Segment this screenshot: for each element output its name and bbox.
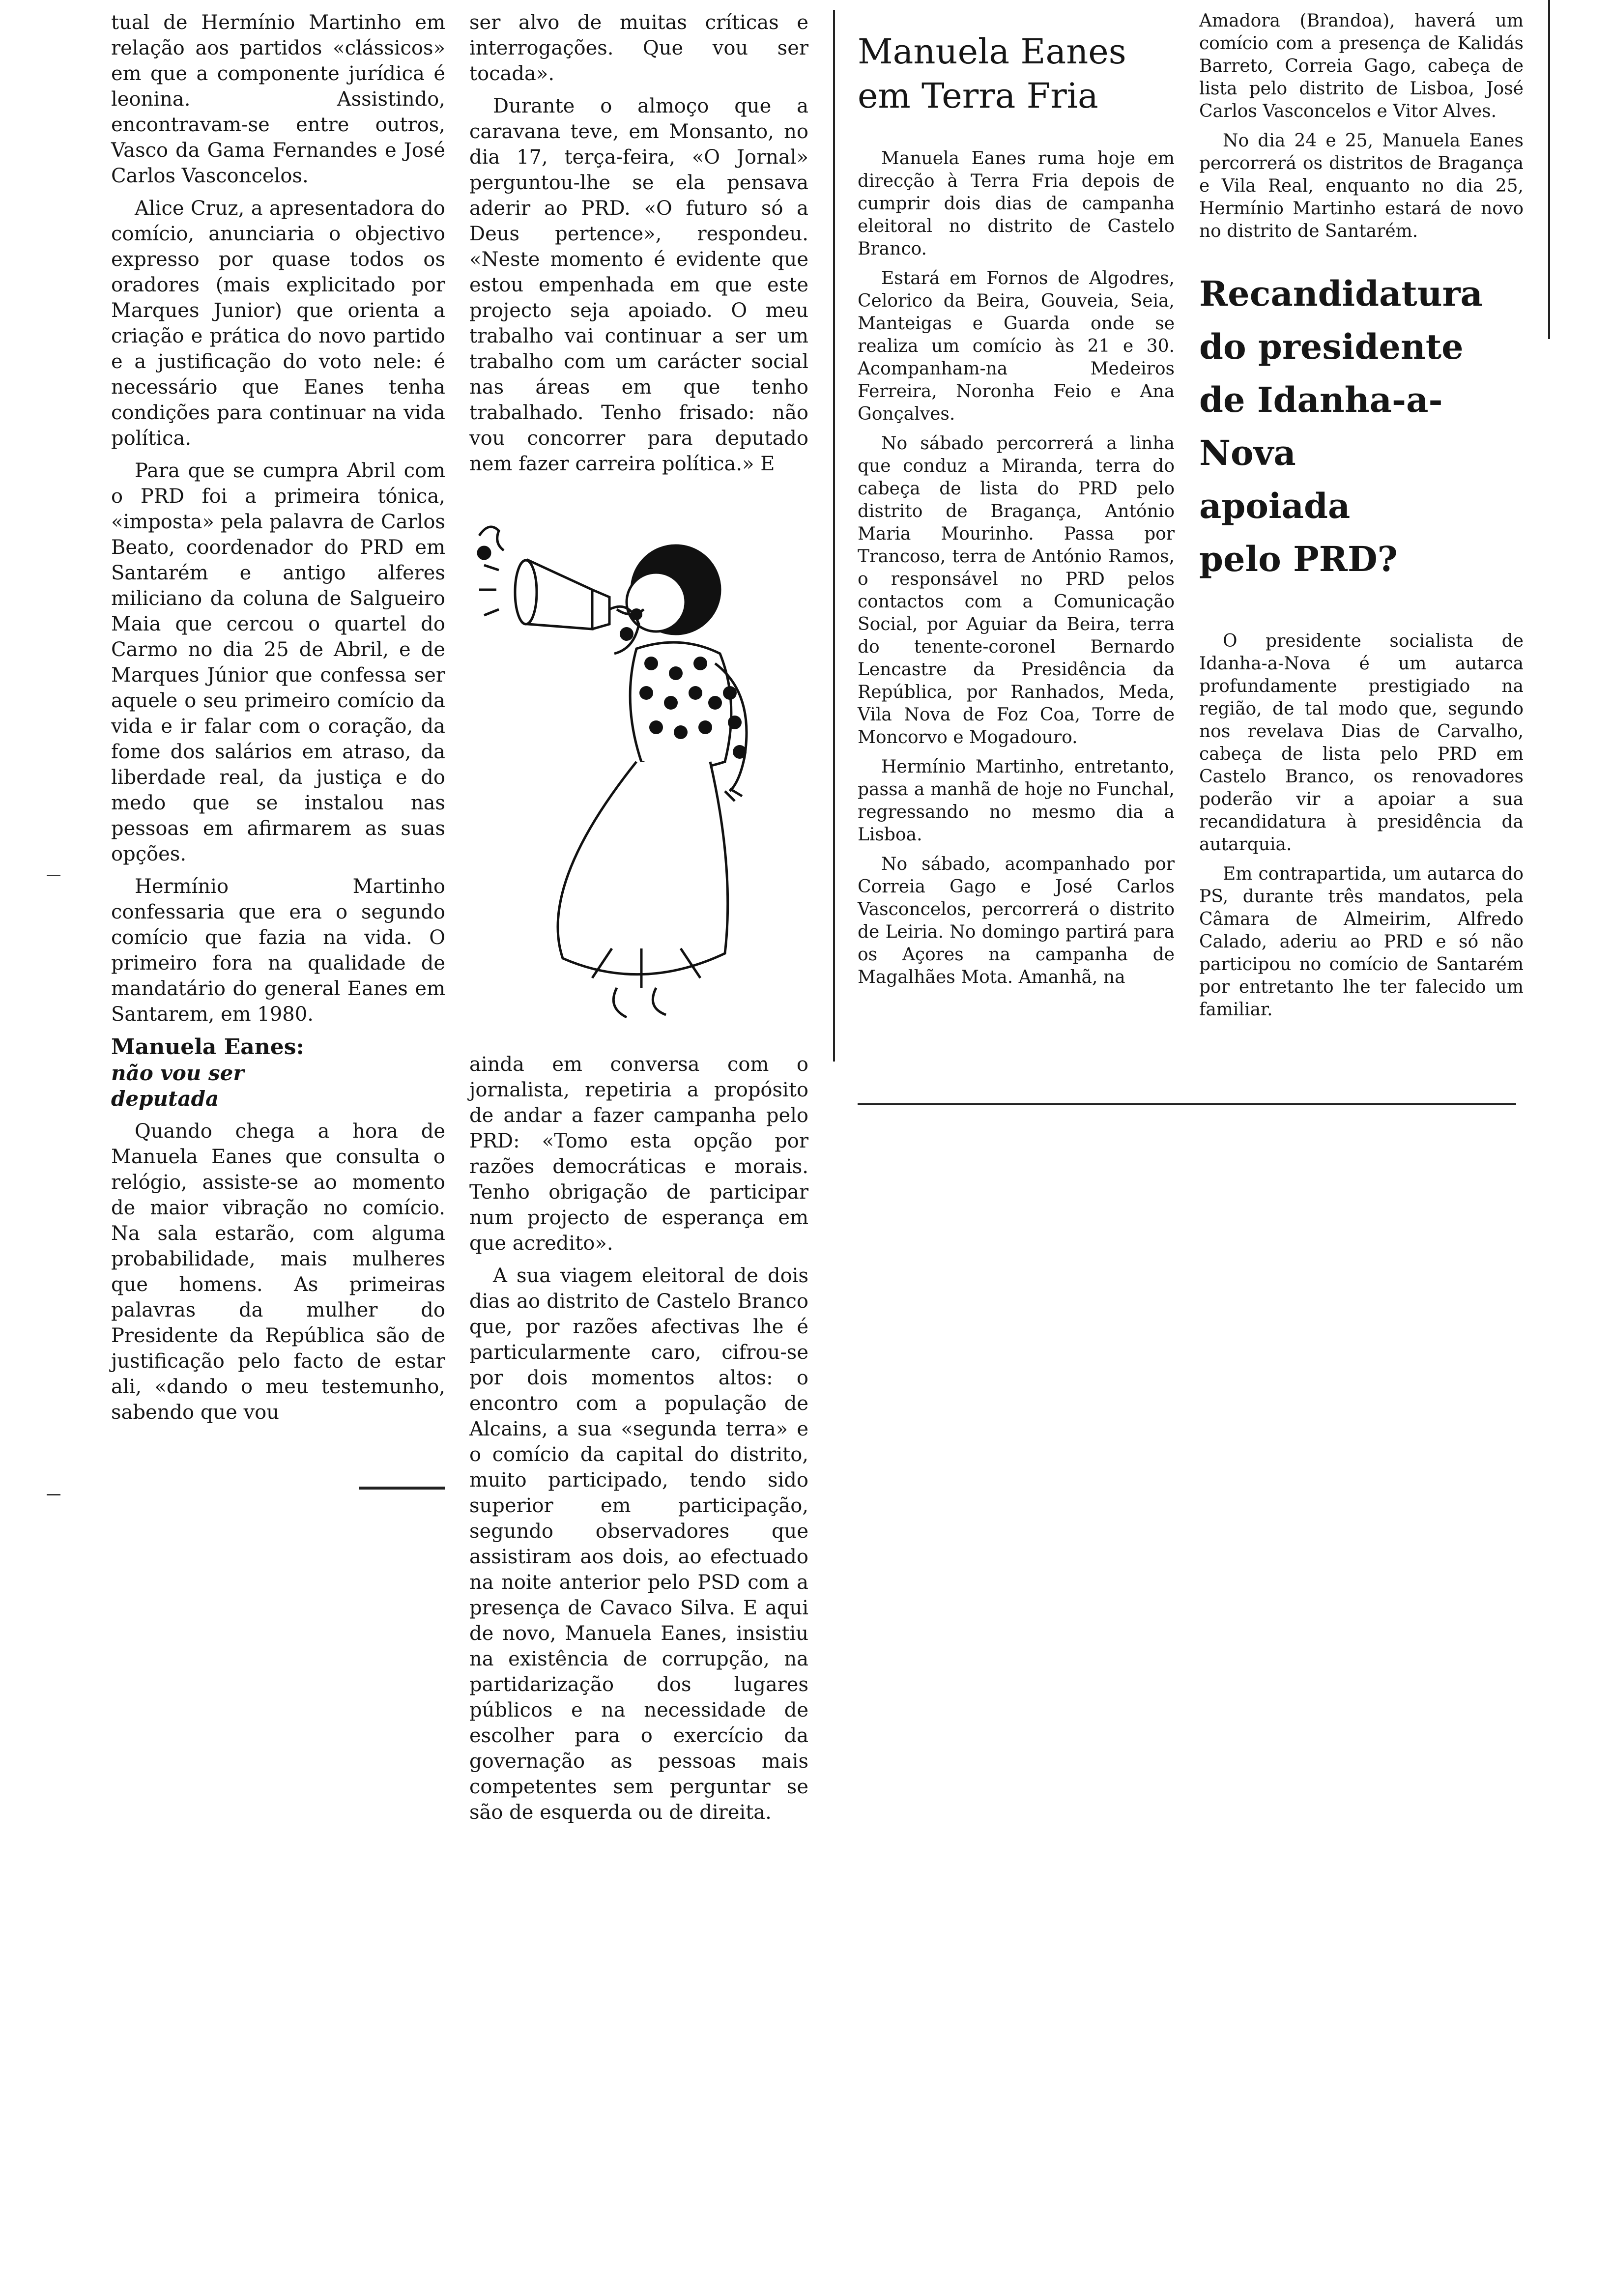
headline-line: de Idanha-a-Nova	[1199, 379, 1443, 473]
headline-line: do presidente	[1199, 326, 1464, 367]
paragraph: tual de Hermínio Martinho em relação aos partidos «clássicos» em que a componente jurídica é leonina. Assistindo, encontravam-se entre outros, Vasco da Gama Fernandes e José Carlos Vasconcelos.	[111, 11, 445, 187]
column-rule	[833, 10, 835, 1062]
margin-tick	[47, 1494, 60, 1495]
subheading: Manuela Eanes:	[111, 1034, 304, 1060]
headline-line: pelo PRD?	[1199, 539, 1398, 579]
subheading: deputada	[111, 1087, 219, 1111]
end-rule	[359, 1487, 445, 1490]
article-column-2	[469, 10, 808, 484]
paragraph: Amadora (Brandoa), haverá um comício com a presença de Kalidás Barreto, Correia Gago, cabeça de lista pelo distrito de Lisboa, José Carlos Vasconcelos e Vitor Alves.	[1199, 11, 1524, 121]
paragraph: ainda em conversa com o jornalista, repetiria a propósito de andar a fazer campanha pelo PRD: «Tomo esta opção por razões democráticas e morais. Tenho obrigação de participar num projecto de esperança em que acredito».	[469, 1053, 808, 1255]
headline-line: Recandidatura	[1199, 273, 1483, 314]
paragraph: Para que se cumpra Abril com o PRD foi a primeira tónica, «imposta» pela palavra de Carlos Beato, coordenador do PRD em Santarém e antigo alferes miliciano da coluna de Salgueiro Maia que cercou o quartel do Carmo no dia 25 de Abril, e de Marques Júnior que confessa ser aquele o seu primeiro comício da vida e ir falar com o coração, da fome dos salários em atraso, da liberdade real, da justiça e do medo que se instalou nas pessoas em afirmarem as suas opções.	[111, 459, 445, 865]
paragraph: Hermínio Martinho, entretanto, passa a manhã de hoje no Funchal, regressando no mesmo dia a Lisboa.	[858, 757, 1175, 845]
subheading: não vou ser	[111, 1061, 244, 1085]
paragraph: Estará em Fornos de Algodres, Celorico da Beira, Gouveia, Seia, Manteigas e Guarda onde se realiza um comício às 21 e 30. Acompanham-na Medeiros Ferreira, Noronha Feio e Ana Gonçalves.	[858, 268, 1175, 424]
woman-with-megaphone-illustration	[469, 516, 823, 1027]
headline	[858, 29, 1175, 118]
paragraph: Hermínio Martinho confessaria que era o segundo comício que fazia na vida. O primeiro fora na qualidade de mandatário do general Eanes em Santarem, em 1980.	[111, 875, 445, 1026]
paragraph: Alice Cruz, a apresentadora do comício, anunciaria o objectivo expresso por quase todos os oradores (mais explicitado por Marques Junior) que orienta a criação e prática do novo partido e a justificação do voto nele: é necessário que Eanes tenha condições para continuar na vida política.	[111, 197, 445, 450]
paragraph: No dia 24 e 25, Manuela Eanes percorrerá os distritos de Bragança e Vila Real, enquanto no dia 25, Hermínio Martinho estará de novo no distrito de Santarém.	[1199, 131, 1524, 241]
article-column-3	[858, 10, 1175, 996]
article-column-2-continued	[469, 1052, 808, 1832]
paragraph: O presidente socialista de Idanha-a-Nova é um autarca profundamente prestigiado na região, de tal modo que, segundo nos revelava Dias de Carvalho, cabeça de lista pelo PRD em Castelo Branco, os renovadores poderão vir a apoiar a sua recandidatura à presidência da autarquia.	[1199, 631, 1524, 855]
paragraph: Quando chega a hora de Manuela Eanes que consulta o relógio, assiste-se ao momento de maior vibração no comício. Na sala estarão, com alguma probabilidade, mais mulheres que homens. As primeiras palavras da mulher do Presidente da República são de justificação pelo facto de estar ali, «dando o meu testemunho, sabendo que vou	[111, 1120, 445, 1424]
article-column-4	[1199, 10, 1524, 1028]
paragraph: A sua viagem eleitoral de dois dias ao distrito de Castelo Branco que, por razões afectivas lhe é particularmente caro, cifrou-se por dois momentos altos: o encontro com a população de Alcains, a sua «segunda terra» e o comício da capital do distrito, muito participado, tendo sido superior em participação, segundo observadores que assistiram aos dois, ao efectuado na noite anterior pelo PSD com a presença de Cavaco Silva. E aqui de novo, Manuela Eanes, insistiu na existência de corrupção, na partidarização dos lugares públicos e na necessidade de escolher para o exercício da governação as pessoas mais competentes sem perguntar se são de esquerda ou de direita.	[469, 1264, 808, 1824]
headline	[1199, 267, 1524, 586]
column-rule	[1548, 0, 1550, 339]
headline-line: apoiada	[1199, 486, 1351, 526]
headline-line: Manuela Eanes	[858, 31, 1126, 72]
paragraph: No sábado percorrerá a linha que conduz a Miranda, terra do cabeça de lista do PRD pelo distrito de Bragança, António Maria Mourinho. Passa por Trancoso, terra de António Ramos, o responsável no PRD pelos contactos com a Comunicação Social, por Aguiar da Beira, terra do tenente-coronel Bernardo Lencastre da Presidência da República, por Ranhados, Meda, Vila Nova de Foz Coa, Torre de Moncorvo e Mogadouro.	[858, 433, 1175, 747]
paragraph: Em contrapartida, um autarca do PS, durante três mandatos, pela Câmara de Almeirim, Alfredo Calado, aderiu ao PRD e só não participou no comício de Santarém por entretanto lhe ter falecido um familiar.	[1199, 864, 1524, 1020]
paragraph: Durante o almoço que a caravana teve, em Monsanto, no dia 17, terça-feira, «O Jornal» perguntou-lhe se ela pensava aderir ao PRD. «O futuro só a Deus pertence», respondeu. «Neste momento é evidente que estou empenhada em que este projecto seja apoiado. O meu trabalho vai continuar a ser um trabalho com um carácter social nas áreas em que tenho trabalhado. Tenho frisado: não vou concorrer para deputado nem fazer carreira política.» E	[469, 95, 808, 475]
paragraph: Manuela Eanes ruma hoje em direcção à Terra Fria depois de cumprir dois dias de campanha eleitoral no distrito de Castelo Branco.	[858, 148, 1175, 259]
headline-line: em Terra Fria	[858, 76, 1098, 116]
paragraph: No sábado, acompanhado por Correia Gago e José Carlos Vasconcelos, percorrerá o distrito de Leiria. No domingo partirá para os Açores na campanha de Magalhães Mota. Amanhã, na	[858, 854, 1175, 987]
article-column-1	[111, 10, 445, 1432]
margin-tick	[47, 875, 60, 876]
paragraph: ser alvo de muitas críticas e interrogações. Que vou ser tocada».	[469, 11, 808, 85]
section-rule	[858, 1103, 1516, 1105]
